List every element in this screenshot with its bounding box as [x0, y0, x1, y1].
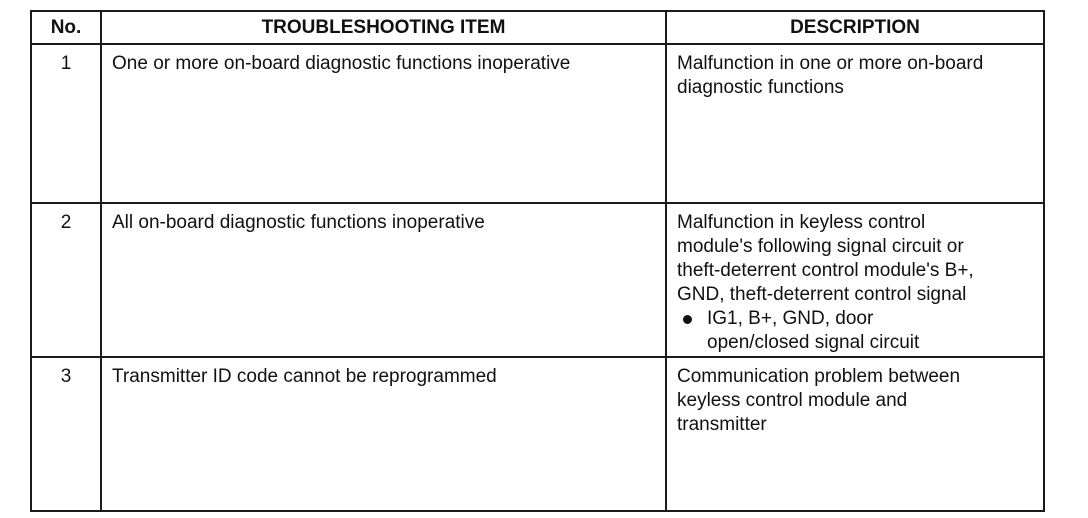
row-number: 1 [31, 44, 101, 203]
bullet-text [707, 307, 1035, 355]
description-line: module's following signal circuit or [677, 236, 964, 257]
row-number: 3 [31, 357, 101, 511]
troubleshooting-table-container [30, 10, 1045, 512]
table-row [31, 203, 1044, 357]
bullet-line: open/closed signal circuit [707, 332, 920, 353]
table-header-row [31, 11, 1044, 44]
description-cell [666, 203, 1044, 357]
description-line: diagnostic functions [677, 77, 844, 98]
header-no: No. [31, 11, 101, 44]
table-row [31, 44, 1044, 203]
table-row [31, 357, 1044, 511]
row-number: 2 [31, 203, 101, 357]
bullet-line: IG1, B+, GND, door [707, 308, 874, 329]
header-description: DESCRIPTION [666, 11, 1044, 44]
header-troubleshooting-item: TROUBLESHOOTING ITEM [101, 11, 666, 44]
bullet-item [677, 307, 1035, 355]
description-line: GND, theft-deterrent control signal [677, 284, 967, 305]
description-cell [666, 44, 1044, 203]
description-line: keyless control module and [677, 390, 908, 411]
description-cell [666, 357, 1044, 511]
troubleshooting-item: Transmitter ID code cannot be reprogrammed [101, 357, 666, 511]
description-line: transmitter [677, 414, 767, 435]
description-line: Communication problem between [677, 366, 961, 387]
troubleshooting-table [30, 10, 1045, 512]
troubleshooting-item: All on-board diagnostic functions inoperative [101, 203, 666, 357]
description-line: Malfunction in keyless control [677, 212, 926, 233]
description-line: Malfunction in one or more on-board [677, 53, 984, 74]
description-line: theft-deterrent control module's B+, [677, 260, 974, 281]
bullet-icon [683, 315, 692, 324]
troubleshooting-item: One or more on-board diagnostic functions inoperative [101, 44, 666, 203]
